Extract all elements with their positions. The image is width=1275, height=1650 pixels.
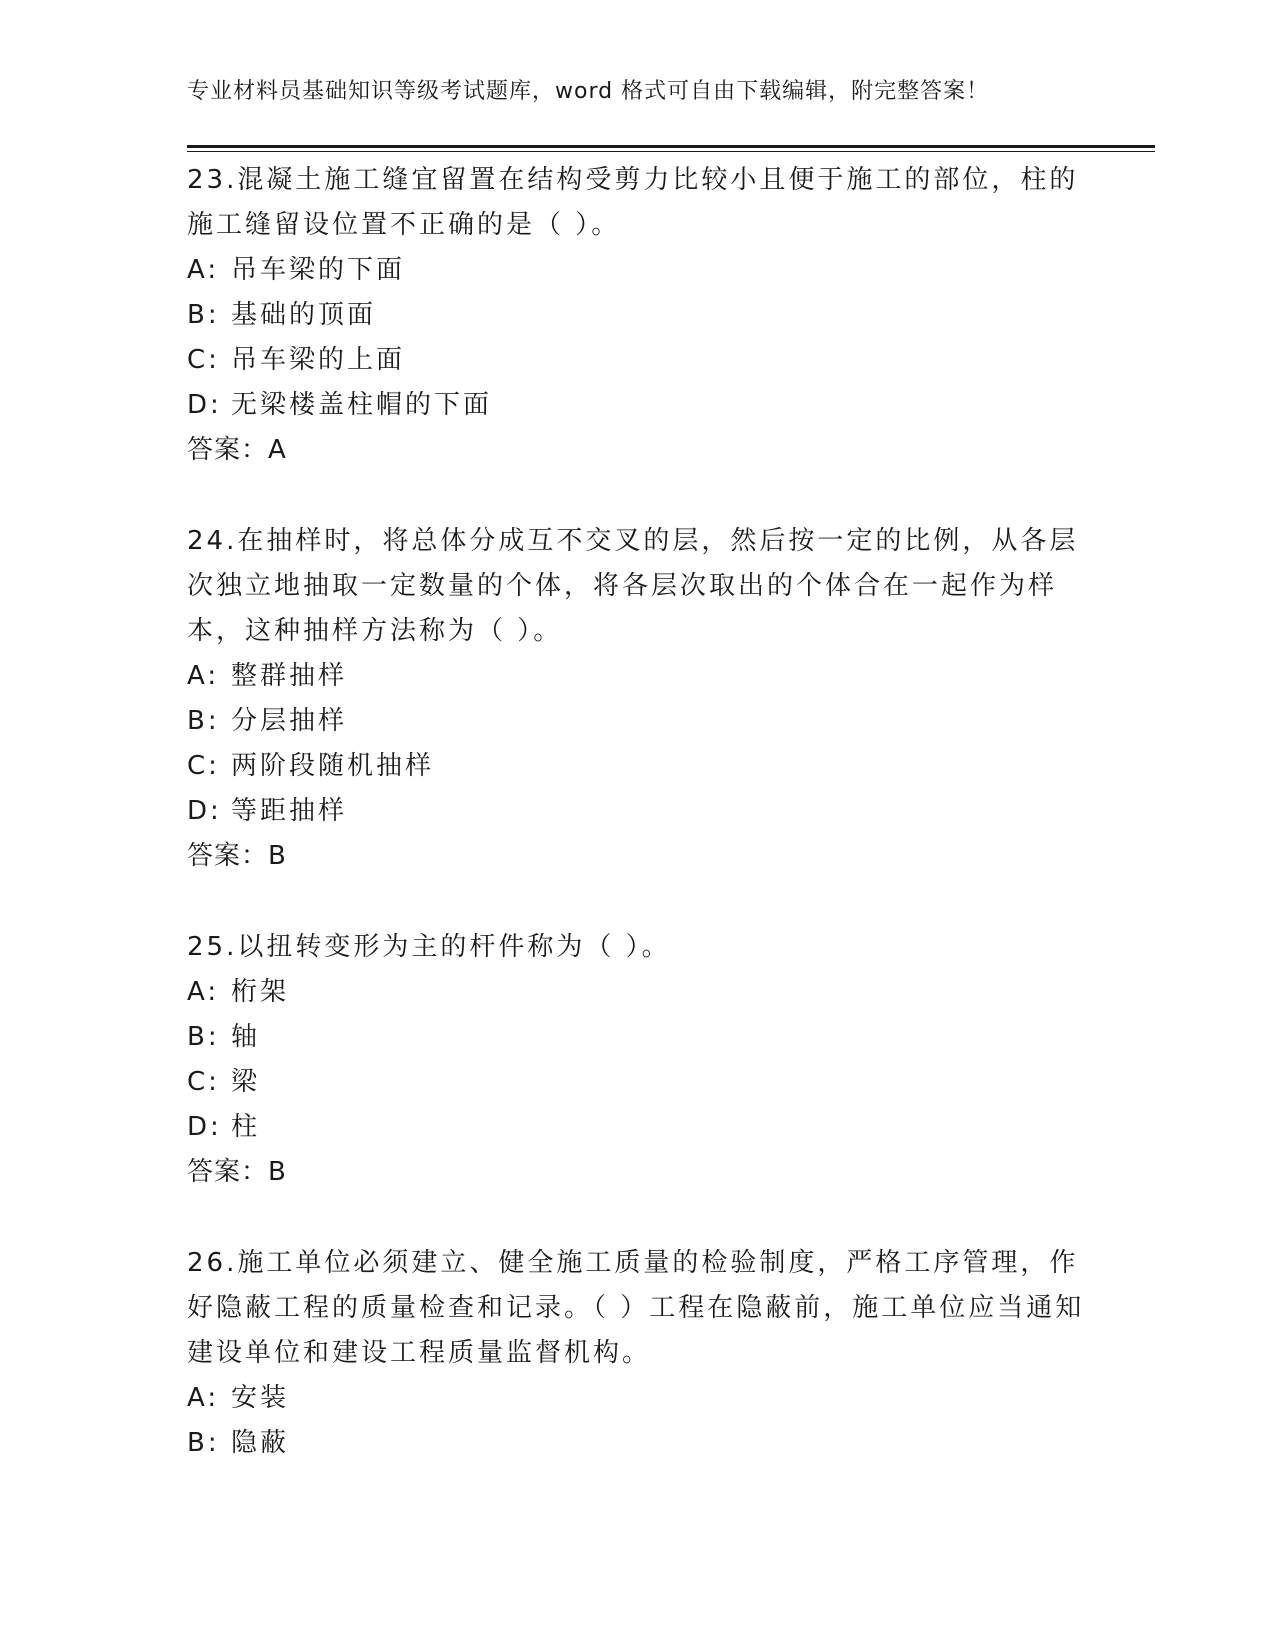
question-stem: 26.施工单位必须建立、健全施工质量的检验制度，严格工序管理，作好隐蔽工程的质量检查和记录。（ ）工程在隐蔽前，施工单位应当通知建设单位和建设工程质量监督机构。 [187, 1248, 1085, 1368]
option-d [187, 789, 1087, 834]
question-24 [187, 519, 1087, 879]
option-text: 安装 [231, 1383, 290, 1413]
option-text: 分层抽样 [231, 706, 348, 736]
option-letter: A: [187, 977, 220, 1007]
question-stem: 24.在抽样时，将总体分成互不交叉的层，然后按一定的比例，从各层次独立地抽取一定数量的个体，将各层次取出的个体合在一起作为样本，这种抽样方法称为（ ）。 [187, 526, 1079, 646]
option-letter: A: [187, 661, 220, 691]
option-text: 桁架 [231, 977, 290, 1007]
option-letter: C: [187, 1067, 220, 1097]
question-25 [187, 925, 1087, 1195]
answer-line: 答案：B [187, 841, 287, 871]
option-text: 两阶段随机抽样 [231, 751, 435, 781]
option-c [187, 338, 1087, 383]
option-a [187, 248, 1087, 293]
header-rule-thick [187, 145, 1155, 148]
option-text: 等距抽样 [231, 796, 348, 826]
question-26 [187, 1241, 1087, 1466]
question-23 [187, 158, 1087, 473]
option-text: 吊车梁的下面 [231, 255, 406, 285]
option-letter: A: [187, 1383, 220, 1413]
answer-line: 答案：B [187, 1157, 287, 1187]
option-b [187, 293, 1087, 338]
option-text: 隐蔽 [231, 1428, 290, 1458]
option-letter: D: [187, 390, 222, 420]
option-letter: B: [187, 706, 220, 736]
option-c [187, 744, 1087, 789]
option-letter: B: [187, 1428, 220, 1458]
option-text: 轴 [231, 1022, 261, 1052]
option-c [187, 1060, 1087, 1105]
option-a [187, 970, 1087, 1015]
option-b [187, 699, 1087, 744]
option-letter: C: [187, 345, 220, 375]
question-stem: 25.以扭转变形为主的杆件称为（ ）。 [187, 932, 671, 962]
option-a [187, 654, 1087, 699]
option-text: 梁 [231, 1067, 261, 1097]
option-letter: D: [187, 1112, 222, 1142]
option-a [187, 1376, 1087, 1421]
option-b [187, 1421, 1087, 1466]
option-b [187, 1015, 1087, 1060]
option-letter: B: [187, 300, 220, 330]
option-d [187, 383, 1087, 428]
option-text: 整群抽样 [231, 661, 348, 691]
option-letter: B: [187, 1022, 220, 1052]
page-header: 专业材料员基础知识等级考试题库，word 格式可自由下载编辑，附完整答案！ [187, 79, 990, 104]
option-letter: D: [187, 796, 222, 826]
header-rule-thin [187, 151, 1155, 152]
answer-line: 答案：A [187, 435, 287, 465]
question-stem: 23.混凝土施工缝宜留置在结构受剪力比较小且便于施工的部位，柱的施工缝留设位置不正确的是（ ）。 [187, 165, 1079, 240]
option-text: 吊车梁的上面 [231, 345, 406, 375]
option-letter: C: [187, 751, 220, 781]
option-text: 无梁楼盖柱帽的下面 [231, 390, 493, 420]
option-text: 柱 [231, 1112, 261, 1142]
option-d [187, 1105, 1087, 1150]
option-letter: A: [187, 255, 220, 285]
question-list [187, 158, 1087, 1512]
option-text: 基础的顶面 [231, 300, 377, 330]
